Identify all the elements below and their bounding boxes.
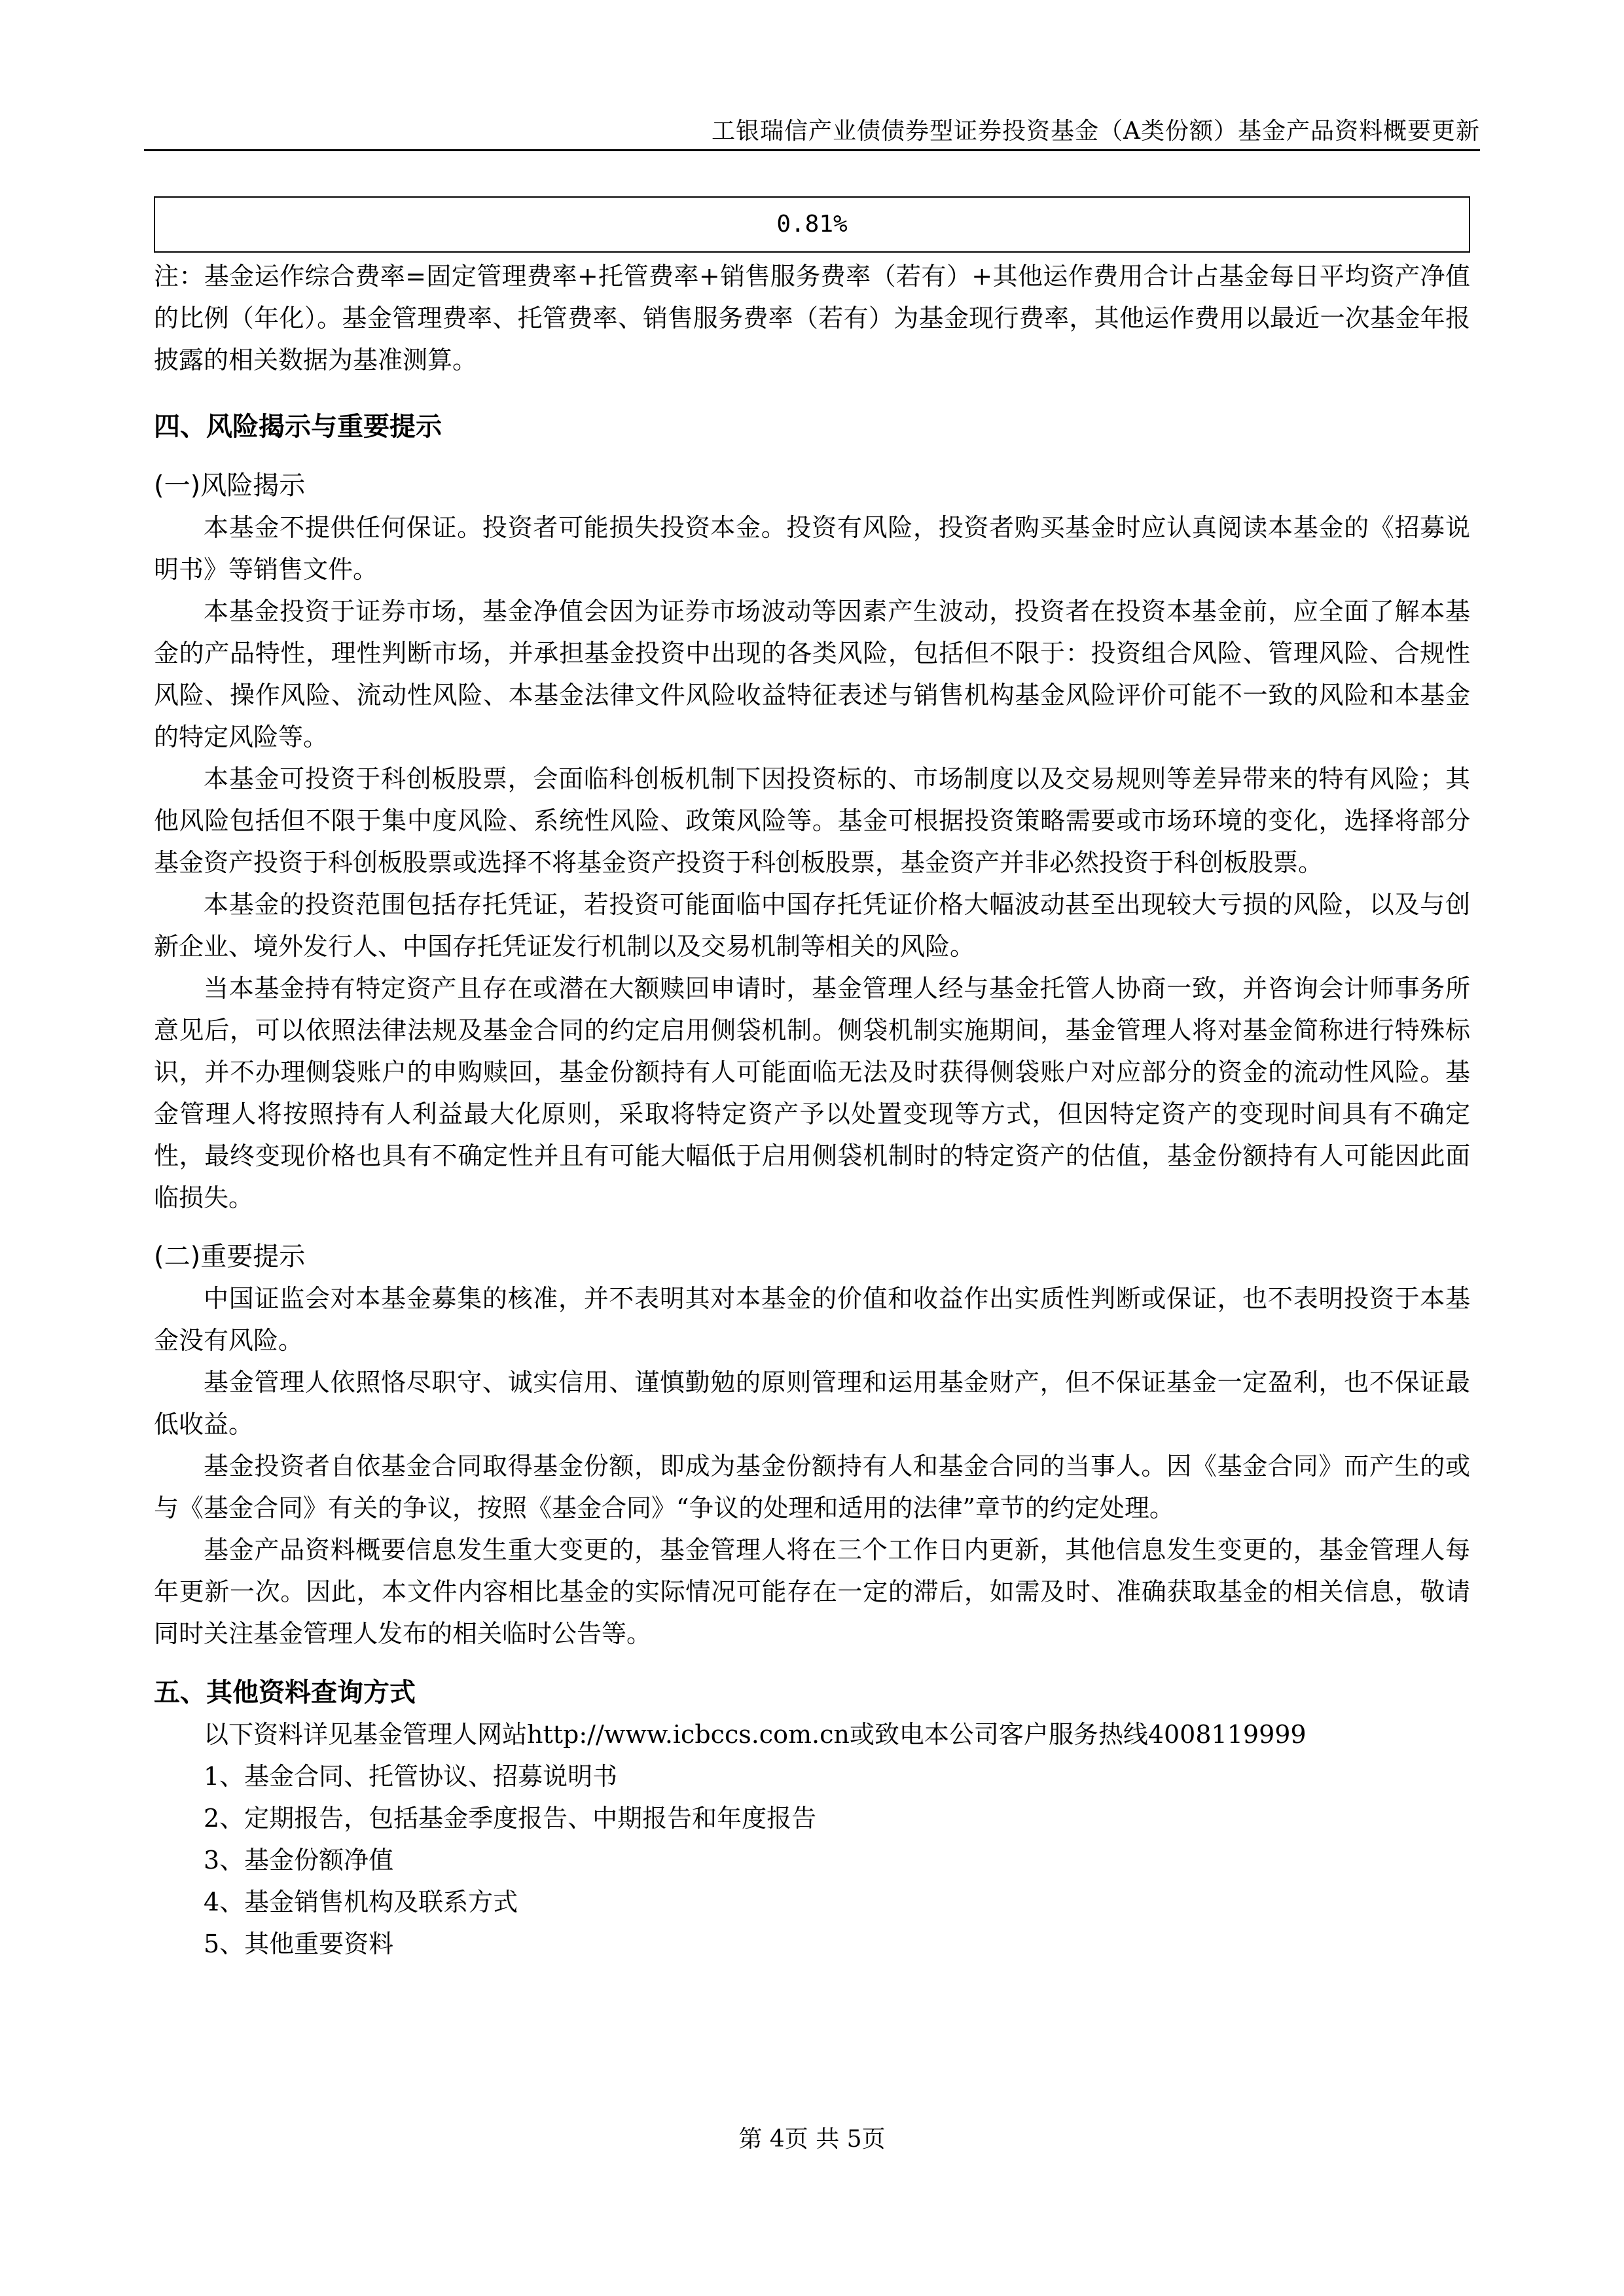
contact-intro: 以下资料详见基金管理人网站http://www.icbccs.com.cn或致电本公司客户服务热线4008119999	[204, 1720, 1307, 1749]
important-paragraph: 中国证监会对本基金募集的核准，并不表明其对本基金的价值和收益作出实质性判断或保证，也不表明投资于本基金没有风险。	[154, 1284, 1470, 1355]
important-paragraph: 基金产品资料概要信息发生重大变更的，基金管理人将在三个工作日内更新，其他信息发生变更的，基金管理人每年更新一次。因此，本文件内容相比基金的实际情况可能存在一定的滞后，如需及时、准确获取基金的相关信息，敬请同时关注基金管理人发布的相关临时公告等。	[154, 1535, 1470, 1648]
list-item: 5、其他重要资料	[204, 1929, 394, 1958]
fee-note: 注：基金运作综合费率=固定管理费率+托管费率+销售服务费率（若有）+其他运作费用合计占基金每日平均资产净值的比例（年化）。基金管理费率、托管费率、销售服务费率（若有）为基金现行费率，其他运作费用以最近一次基金年报披露的相关数据为基准测算。	[154, 262, 1470, 374]
risk-paragraph: 本基金可投资于科创板股票，会面临科创板机制下因投资标的、市场制度以及交易规则等差异带来的特有风险；其他风险包括但不限于集中度风险、系统性风险、政策风险等。基金可根据投资策略需要或市场环境的变化，选择将部分基金资产投资于科创板股票或选择不将基金资产投资于科创板股票，基金资产并非必然投资于科创板股票。	[154, 764, 1470, 877]
header-divider	[144, 149, 1480, 151]
page-content	[154, 196, 1470, 1965]
list-item: 3、基金份额净值	[204, 1846, 394, 1874]
section-4-title: 四、风险揭示与重要提示	[154, 412, 442, 442]
important-paragraph: 基金投资者自依基金合同取得基金份额，即成为基金份额持有人和基金合同的当事人。因《基金合同》而产生的或与《基金合同》有关的争议，按照《基金合同》“争议的处理和适用的法律”章节的约定处理。	[154, 1452, 1470, 1522]
important-paragraph: 基金管理人依照恪尽职守、诚实信用、谨慎勤勉的原则管理和运用基金财产，但不保证基金一定盈利，也不保证最低收益。	[154, 1368, 1470, 1439]
risk-paragraph: 本基金的投资范围包括存托凭证，若投资可能面临中国存托凭证价格大幅波动甚至出现较大亏损的风险，以及与创新企业、境外发行人、中国存托凭证发行机制以及交易机制等相关的风险。	[154, 890, 1470, 961]
important-notice-title: (二)重要提示	[154, 1242, 306, 1272]
page-header-title: 工银瑞信产业债债券型证券投资基金（A类份额）基金产品资料概要更新	[712, 118, 1480, 145]
risk-paragraph: 当本基金持有特定资产且存在或潜在大额赎回申请时，基金管理人经与基金托管人协商一致，并咨询会计师事务所意见后，可以依照法律法规及基金合同的约定启用侧袋机制。侧袋机制实施期间，基金管理人将对基金简称进行特殊标识，并不办理侧袋账户的申购赎回，基金份额持有人可能面临无法及时获得侧袋账户对应部分的资金的流动性风险。基金管理人将按照持有人利益最大化原则，采取将特定资产予以处置变现等方式，但因特定资产的变现时间具有不确定性，最终变现价格也具有不确定性并且有可能大幅低于启用侧袋机制时的特定资产的估值，基金份额持有人可能因此面临损失。	[154, 974, 1470, 1212]
fee-rate-value: 0.81%	[776, 211, 848, 238]
list-item: 1、基金合同、托管协议、招募说明书	[204, 1762, 618, 1791]
risk-paragraph: 本基金不提供任何保证。投资者可能损失投资本金。投资有风险，投资者购买基金时应认真阅读本基金的《招募说明书》等销售文件。	[154, 513, 1470, 584]
risk-disclosure-title: (一)风险揭示	[154, 471, 306, 501]
section-5-title: 五、其他资料查询方式	[154, 1677, 416, 1708]
fee-rate-box	[154, 196, 1470, 253]
list-item: 2、定期报告，包括基金季度报告、中期报告和年度报告	[204, 1804, 817, 1833]
list-item: 4、基金销售机构及联系方式	[204, 1888, 518, 1916]
risk-paragraph: 本基金投资于证券市场，基金净值会因为证券市场波动等因素产生波动，投资者在投资本基金前，应全面了解本基金的产品特性，理性判断市场，并承担基金投资中出现的各类风险，包括但不限于：投资组合风险、管理风险、合规性风险、操作风险、流动性风险、本基金法律文件风险收益特征表述与销售机构基金风险评价可能不一致的风险和本基金的特定风险等。	[154, 597, 1470, 751]
page-number: 第 4页 共 5页	[738, 2126, 886, 2153]
